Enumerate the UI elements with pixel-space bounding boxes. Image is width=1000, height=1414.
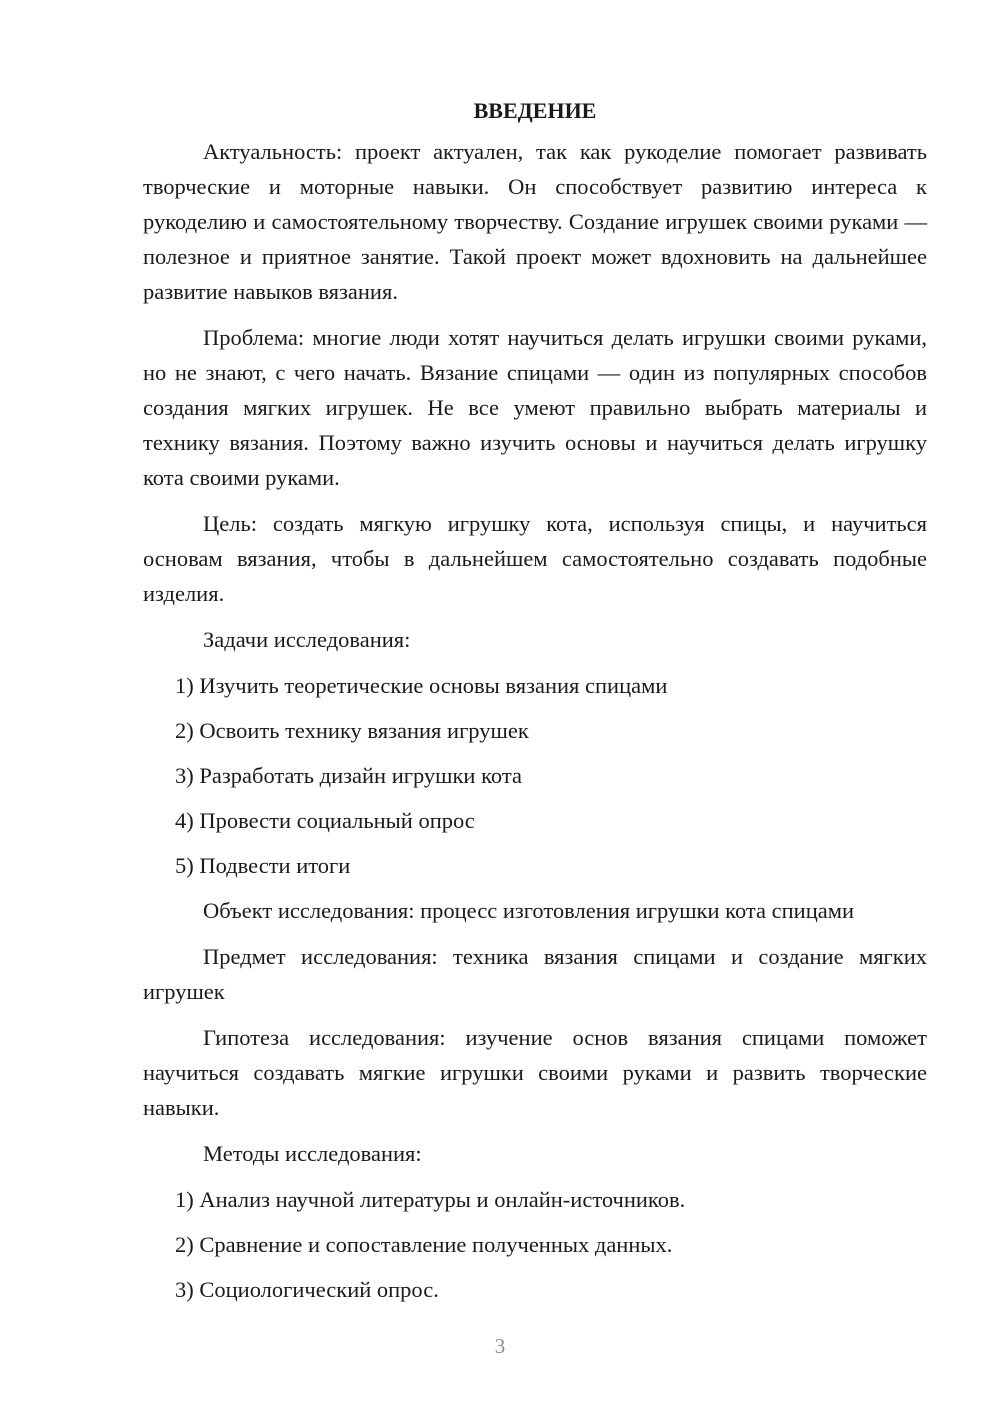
tasks-list <box>143 668 927 883</box>
methods-label: Методы исследования: <box>203 1141 422 1166</box>
object-paragraph: Объект исследования: процесс изготовления игрушки кота спицами <box>203 898 854 923</box>
list-item: 2) Сравнение и сопоставление полученных данных. <box>175 1232 673 1257</box>
page-title: ВВЕДЕНИЕ <box>473 98 597 123</box>
list-item: 5) Подвести итоги <box>175 853 351 878</box>
tasks-label: Задачи исследования: <box>203 627 411 652</box>
page-number: 3 <box>494 1334 506 1358</box>
page-content <box>143 96 927 1317</box>
hypothesis-paragraph: Гипотеза исследования: изучение основ вязания спицами поможет научиться создавать мягкие игрушки своими руками и развить творческие навыки. <box>143 1025 927 1120</box>
list-item: 3) Социологический опрос. <box>175 1277 439 1302</box>
subject-paragraph: Предмет исследования: техника вязания спицами и создание мягких игрушек <box>143 944 927 1004</box>
list-item: 1) Изучить теоретические основы вязания спицами <box>175 673 668 698</box>
list-item: 1) Анализ научной литературы и онлайн-источников. <box>175 1187 686 1212</box>
relevance-paragraph: Актуальность: проект актуален, так как рукоделие помогает развивать творческие и моторные навыки. Он способствует развитию интереса к рукоделию и самостоятельному творчеству. Создание игрушек своими руками — полезное и приятное занятие. Такой проект может вдохновить на дальнейшее развитие навыков вязания. <box>143 139 927 304</box>
list-item: 2) Освоить технику вязания игрушек <box>175 718 529 743</box>
list-item: 3) Разработать дизайн игрушки кота <box>175 763 522 788</box>
problem-paragraph: Проблема: многие люди хотят научиться делать игрушки своими руками, но не знают, с чего начать. Вязание спицами — один из популярных способов создания мягких игрушек. Не все умеют правильно выбрать материалы и технику вязания. Поэтому важно изучить основы и научиться делать игрушку кота своими руками. <box>143 325 927 490</box>
list-item: 4) Провести социальный опрос <box>175 808 475 833</box>
methods-list <box>143 1182 927 1307</box>
goal-paragraph: Цель: создать мягкую игрушку кота, используя спицы, и научиться основам вязания, чтобы в дальнейшем самостоятельно создавать подобные изделия. <box>143 511 927 606</box>
